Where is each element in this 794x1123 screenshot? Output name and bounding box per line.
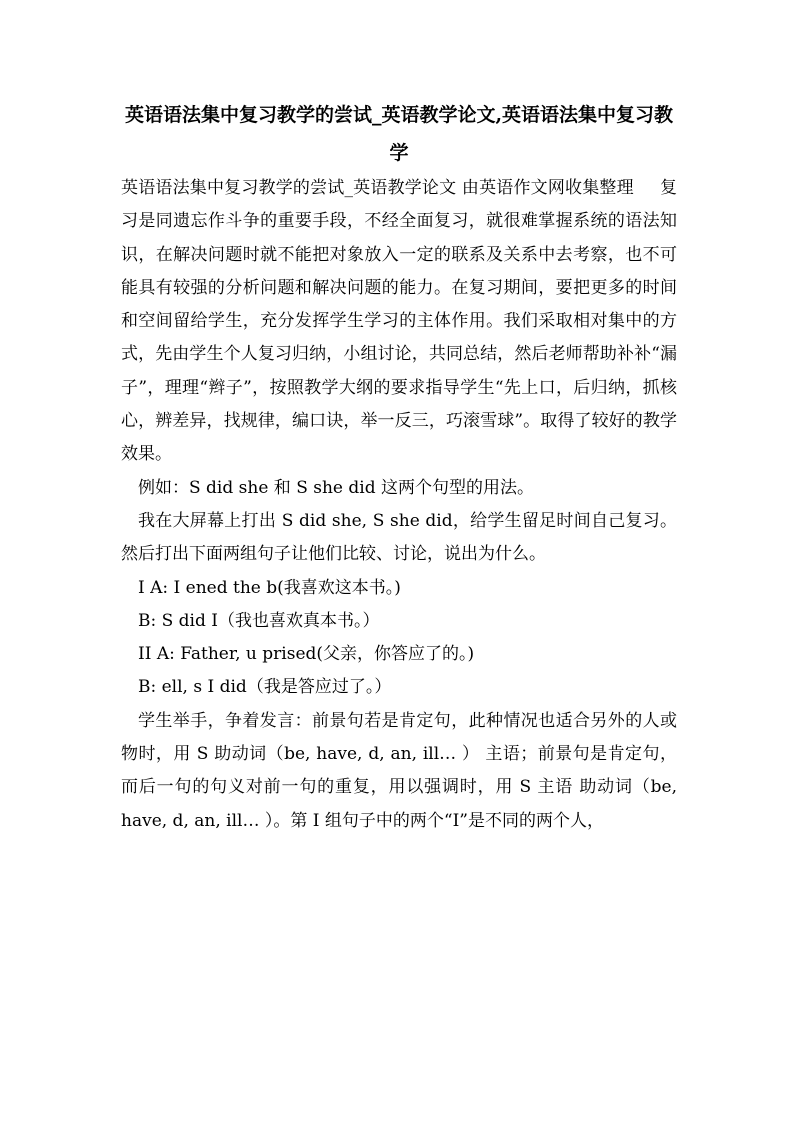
paragraph-discussion: 学生举手，争着发言：前景句若是肯定句，此种情况也适合另外的人或物时，用 S 助动词（be, have, d, an, ill… ） 主语；前景句是肯定句，而后一句的句义对前一句的重复，用以强调时，用 S 主语 助动词（be, have, d, an, ill… ）。第 I 组句子中的两个“I”是不同的两个人， xyxy=(121,710,677,831)
example-group-2-b: B: ell, s I did（我是答应过了。） xyxy=(138,677,392,698)
example-group-1-b: B: S did I（我也喜欢真本书。） xyxy=(138,610,380,631)
intro-body: 复习是同遗忘作斗争的重要手段，不经全面复习，就很难掌握系统的语法知识，在解决问题时就不能把对象放入一定的联系及关系中去考察，也不可能具有较强的分析问题和解决问题的能力。在复习期间，要把更多的时间和空间留给学生，充分发挥学生学习的主体作用。我们采取相对集中的方式，先由学生个人复习归纳，小组讨论，共同总结，然后老师帮助补补“漏子”，理理“辫子”，按照教学大纲的要求指导学生“先上口，后归纳，抓核心，辨差异，找规律，编口诀，举一反三，巧滚雪球”。取得了较好的教学效果。 xyxy=(121,178,678,465)
document-page xyxy=(121,96,677,838)
document-body xyxy=(121,172,677,838)
document-title: 英语语法集中复习教学的尝试_英语教学论文,英语语法集中复习教学 xyxy=(124,104,674,164)
intro-heading: 英语语法集中复习教学的尝试_英语教学论文 由英语作文网收集整理 xyxy=(121,178,634,198)
example-group-2-a: II A: Father, u prised(父亲，你答应了的。) xyxy=(138,644,475,665)
example-group-1-a: I A: I ened the b(我喜欢这本书。) xyxy=(138,577,401,598)
intro-paragraph xyxy=(121,172,677,472)
paragraph-example: 例如：S did she 和 S she did 这两个句型的用法。 xyxy=(138,477,534,498)
paragraph-screen: 我在大屏幕上打出 S did she, S she did，给学生留足时间自己复习。然后打出下面两组句子让他们比较、讨论，说出为什么。 xyxy=(121,510,677,565)
